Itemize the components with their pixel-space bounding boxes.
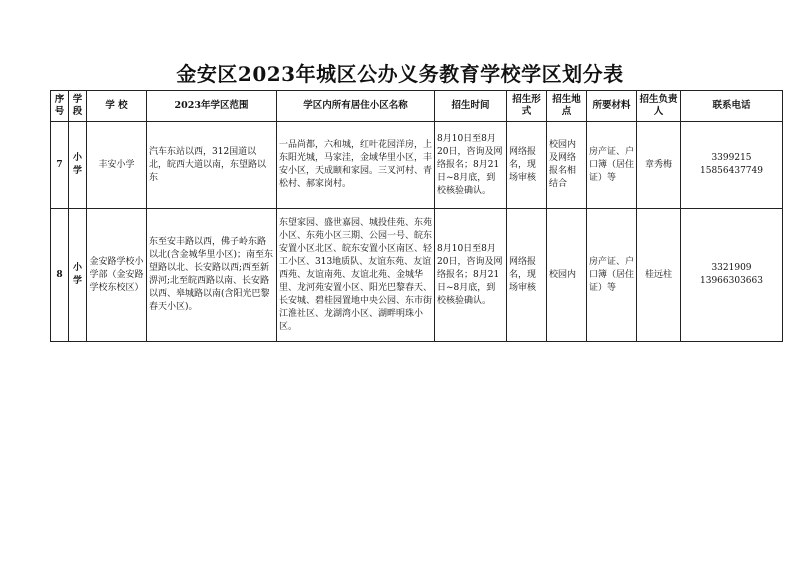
row-phone xyxy=(681,209,783,342)
row-seq: 7 xyxy=(51,122,69,209)
school-district-table xyxy=(50,90,783,342)
header-communities: 学区内所有居住小区名称 xyxy=(277,91,435,122)
row-school: 金安路学校小学部（金安路学校东校区） xyxy=(87,209,147,342)
row-phone-mobile: 13966303663 xyxy=(700,276,763,286)
row-phone xyxy=(681,122,783,209)
row-time: 8月10日至8月20日，咨询及网络报名；8月21日~8月底，到校核验确认。 xyxy=(435,122,507,209)
row-phase: 小学 xyxy=(69,209,87,342)
row-range: 东至安丰路以西，佛子岭东路以北(含金城华里小区)；南至东望路以北、长安路以西;西至新淠河;北至皖西路以南、长安路以西、皋城路以南(含阳光巴黎春天小区)。 xyxy=(147,209,277,342)
row-place: 校园内及网络报名相结合 xyxy=(547,122,587,209)
row-communities: 东望家园、盛世嘉园、城投佳苑、东苑小区、东苑小区三期、公园一号、皖东安置小区北区、皖东安置小区南区、轻工小区、313地质队、友谊东苑、友谊西苑、友谊南苑、友谊北苑、金城华里、龙河苑安置小区、阳光巴黎春天、长安城、碧桂园置地中央公园、东市街江淮社区、龙湖湾小区、湖畔明珠小区。 xyxy=(277,209,435,342)
row-materials: 房产证、户口簿（居住证）等 xyxy=(587,209,637,342)
header-seq: 序号 xyxy=(51,91,69,122)
row-seq: 8 xyxy=(51,209,69,342)
row-range: 汽车东站以西，312国道以北，皖西大道以南，东望路以东 xyxy=(147,122,277,209)
row-school: 丰安小学 xyxy=(87,122,147,209)
row-phone-landline: 3321909 xyxy=(711,263,752,273)
row-person: 章秀梅 xyxy=(637,122,681,209)
header-row xyxy=(51,91,783,122)
row-place: 校园内 xyxy=(547,209,587,342)
row-materials: 房产证、户口簿（居住证）等 xyxy=(587,122,637,209)
row-phone-mobile: 15856437749 xyxy=(700,166,763,176)
header-place: 招生地点 xyxy=(547,91,587,122)
table-row xyxy=(51,122,783,209)
row-person: 桂远柱 xyxy=(637,209,681,342)
header-materials: 所要材料 xyxy=(587,91,637,122)
header-time: 招生时间 xyxy=(435,91,507,122)
header-phase: 学段 xyxy=(69,91,87,122)
header-form: 招生形式 xyxy=(507,91,547,122)
header-person: 招生负责人 xyxy=(637,91,681,122)
row-form: 网络报名，现场审核 xyxy=(507,122,547,209)
row-phone-landline: 3399215 xyxy=(711,153,752,163)
row-phase: 小学 xyxy=(69,122,87,209)
header-school: 学 校 xyxy=(87,91,147,122)
header-phone: 联系电话 xyxy=(681,91,783,122)
row-form: 网络报名，现场审核 xyxy=(507,209,547,342)
row-time: 8月10日至8月20日，咨询及网络报名；8月21日~8月底，到校核验确认。 xyxy=(435,209,507,342)
page-title: 金安区2023年城区公办义务教育学校学区划分表 xyxy=(176,62,624,86)
table-row xyxy=(51,209,783,342)
row-communities: 一品尚都，六和城，红叶花园洋房，上东阳光城，马家洼，金域华里小区，丰安小区，天成颐和家园。三叉河村、青松村、郝家岗村。 xyxy=(277,122,435,209)
header-range: 2023年学区范围 xyxy=(147,91,277,122)
